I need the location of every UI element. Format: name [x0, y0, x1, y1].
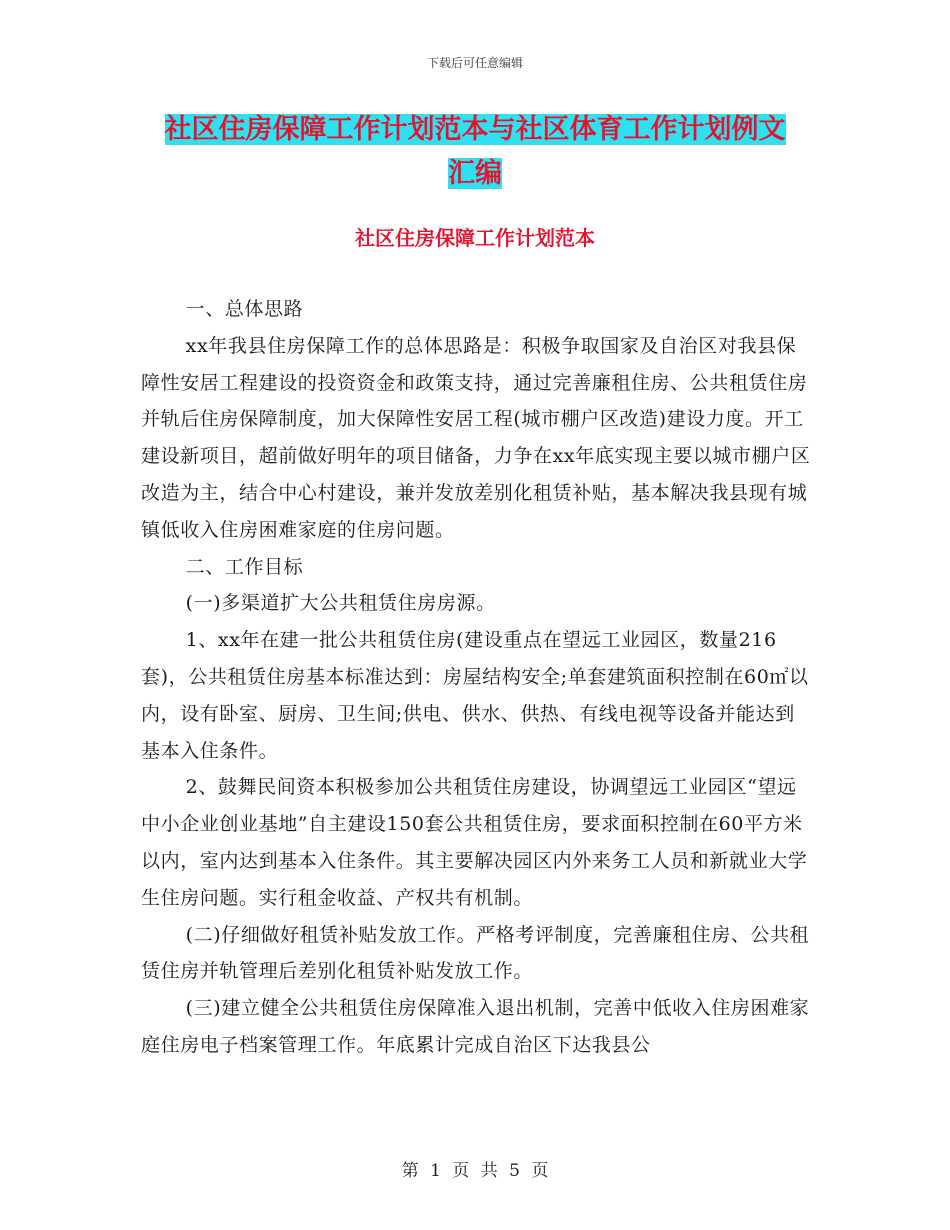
paragraph: 2、鼓舞民间资本积极参加公共租赁住房建设，协调望远工业园区“望远中小企业创业基地”自主建设150套公共租赁住房，要求面积控制在60平方米以内，室内达到基本入住条件。其主要解决园区内外来务工人员和新就业大学生住房问题。实行租金收益、产权共有机制。	[141, 776, 808, 909]
document-title	[140, 108, 810, 196]
document-title-line2: 汇编	[448, 158, 502, 189]
paragraph-heading-1: 一、总体思路	[185, 298, 304, 320]
paragraph: (二)仔细做好租赁补贴发放工作。严格考评制度，完善廉租住房、公共租赁住房并轨管理后差别化租赁补贴发放工作。	[141, 923, 810, 983]
document-body	[141, 291, 813, 1064]
paragraph: xx年我县住房保障工作的总体思路是：积极争取国家及自治区对我县保障性安居工程建设的投资资金和政策支持，通过完善廉租住房、公共租赁住房并轨后住房保障制度，加大保障性安居工程(城市棚户区改造)建设力度。开工建设新项目，超前做好明年的项目储备，力争在xx年底实现主要以城市棚户区改造为主，结合中心村建设，兼并发放差别化租赁补贴，基本解决我县现有城镇低收入住房困难家庭的住房问题。	[141, 334, 811, 541]
document-title-line1: 社区住房保障工作计划范本与社区体育工作计划例文	[164, 114, 786, 145]
paragraph: (三)建立健全公共租赁住房保障准入退出机制，完善中低收入住房困难家庭住房电子档案管理工作。年底累计完成自治区下达我县公	[141, 997, 810, 1056]
paragraph-heading-2: 二、工作目标	[185, 555, 304, 578]
page-footer: 第 1 页 共 5 页	[401, 1161, 549, 1181]
header-note: 下载后可任意编辑	[426, 56, 523, 70]
paragraph: 1、xx年在建一批公共租赁住房(建设重点在望远工业园区，数量216套)，公共租赁住房基本标准达到：房屋结构安全;单套建筑面积控制在60㎡以内，设有卧室、厨房、卫生间;供电、供水、供热、有线电视等设备并能达到基本入住条件。	[141, 629, 809, 762]
paragraph-subheading: (一)多渠道扩大公共租赁住房房源。	[185, 592, 496, 615]
section-title: 社区住房保障工作计划范本	[355, 226, 595, 250]
